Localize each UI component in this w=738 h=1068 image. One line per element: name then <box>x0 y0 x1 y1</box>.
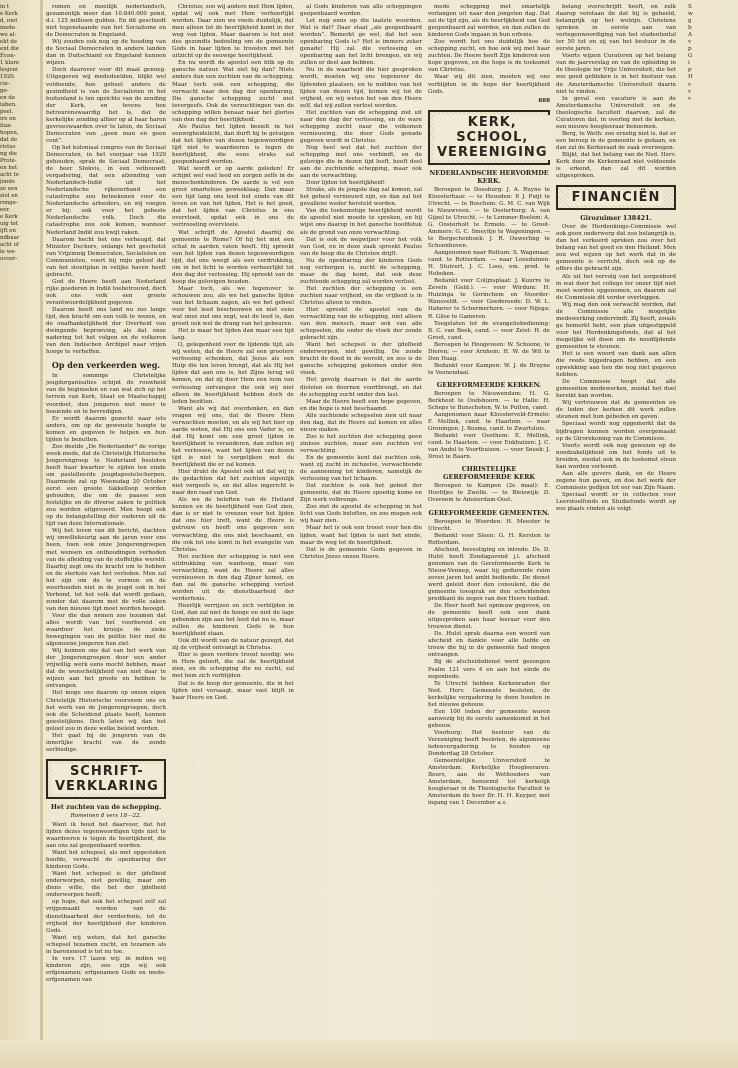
paragraph: Nog heel wat dat het zuchten der schepping met ons verbindt, en de gelovige die in dezen tijd leeft, heeft deel aan de zuchtende schepping, maar ook aan de verwachting. <box>300 144 422 180</box>
left-strip-line: 1 klare <box>0 60 20 66</box>
paragraph: Toegelaten tot de evangeliebediening: B. C. van Beek, cand. — voor Zeist: H. de Groot, cand. <box>428 320 550 341</box>
paragraph: Want als wij dat overdenken, en dan vragen wij ons, dat de Heere Hem verwachten moeten, en als wij het hier op aarde weten, dat Hij ons een Vader is, en dat Hij komt om een groot lijden in heerlijkheid te veranderen, dan zullen wij het verlossen, want het lijden van dezen tijd is niet te vergelijken met de heerlijkheid die er zal komen. <box>172 405 294 469</box>
paragraph: Nu in de waarheid die hier gesproken wordt, moeten wij ons tegenover de lijdenden plaatsen, en te midden van het lijden van dezen tijd, komen wij tot de vrijheid, en wij weten het van den Heere zelf, dat wij zullen verlost worden. <box>300 67 422 109</box>
paragraph: Let nog eens op die laatste woorden. Wat is dat? Daar staat „als geopenbaard worden”. Bemerkt ge wel, dat het een openbaring Gods is? Het is immers zeker genade! Hij zal die verlossing en openbaring aan het licht brengen, en wij zullen er deel aan hebben. <box>300 18 422 67</box>
paragraph: O, gelegenheid voor de lijdende tijd, als wij weten, dat de Heere zal een grootere verlossing schenken, dat Jezus als een Hulp die ten leven brengt, dat als Hij het lijden dat aan ons is, het Zijne terug wil komen, en dat zij door Hem een loon van verlossing ontvangen die ook wij niet alleen de heerlijkheid hebben doch de leden bezitten. <box>172 342 294 405</box>
left-strip-line: le we- <box>0 249 17 255</box>
paragraph: Wat wordt er op aarde geleden! Er schijnt wel veel leed en zorgen zelfs in de menschenkinderen. De aarde is vol een groot smarteloos geweeklaag. Dan maar een tijd lang ons leed het einde van dit leven en van het lijden, Het is het goed, dat het lijden van Christus in ons overvloeit, opdat ook in ons de vertroosting overvloeie. <box>172 166 294 229</box>
paragraph: En nu wordt de apostel een blik op de gansche natuur. Wat ziet hij dan? Niets anders dan een zuchten van de schepping. Maar toch ook een schepping, die verwacht naar den dag der openbaring. Die gansche schepping zucht niet tevergeefs. Ook de verzuchtingen van de schepping willen benaar naar het glorios van den dag der heerlijkheid. <box>172 60 294 123</box>
paragraph: Berg, te Weth: zoo ernstig niet is, dat er een beroep in de gemeente is gedaan, en dan zal de Kerkeraad de zaak overwegen. <box>556 130 676 151</box>
paragraph: Het is een woord van dank aan allen die reeds bijgedragen hebben, en een opwekking aan hen die nog niet gegeven hebben. <box>556 351 676 379</box>
left-strip-line: lesjeni <box>0 67 18 73</box>
left-strip-line: itan- <box>0 123 13 129</box>
paragraph: Bedankt voor Colijnsplaat: J. Kuurre te Zeveln (Geld.). — voor Wirdum: H. Huizinga te Gorinchem en Noorder-Wansveldt. — voor Goedereede: D. W. L. Haberer te Schermerhorn. — voor Nijega: R. Gilse te Gameren. <box>428 278 550 320</box>
paragraph: Maar de Heere heeft een hope gegeven, en die hope is niet beschaamd. <box>300 398 422 412</box>
left-strip-line: dat de <box>0 137 18 143</box>
paragraph: Door lijden tot heerlijkheid! <box>306 180 386 187</box>
left-strip-column <box>0 4 38 1054</box>
paragraph: Voorts wordt ook nog gewezen op de noodzakelijkheid om het fonds uit te breiden, zoodat ook in de toekomst steun kan worden verleend. <box>556 442 676 470</box>
left-strip-line: uig tot <box>0 221 18 227</box>
left-strip-line: en de <box>0 95 16 101</box>
column-2 <box>172 4 294 1054</box>
paragraph: Een 100 leden der gemeente waren aanwezig bij de eerste samenkomst in het gebouw. <box>428 708 550 729</box>
paragraph: Doch daarover voor dit maal genoeg. Uitgegeven wij mededeelden, blijkt wel voldoende, hoe geheel anders de gezindheid is van de Socialisten in het buitenland is ten opzichte van de zending der Kerk, en tevens hoe betreurenswaardig het is, dat de kerkelijke zending alhier op al haar haren gevreeswaarden over te laten, de Sociaal Democraten van „geen man en geen cent”. <box>46 67 166 144</box>
left-strip-line: ekt de <box>0 39 17 45</box>
page-bottom-edge <box>0 1040 738 1068</box>
left-strip-line: iaben. <box>0 102 17 108</box>
paragraph: Aan alle gevers dank, en de Heere zegene hun gaven, en doe het werk der Commissie gedijen tot eer van Zijn Naam. <box>556 470 676 491</box>
paragraph: Het is maar het lijden dan maar een tijd lang. <box>172 328 294 342</box>
subheading-chr-geref-kerk: CHRISTELIJKE GEREFORMEERDE KERK <box>443 465 535 482</box>
left-strip-line: e Kerk <box>0 11 18 17</box>
left-strip-line: en het <box>0 165 18 171</box>
paragraph: Voor die dan nemen zoo tezamen dat alles wordt van het voorbereid en waardoor het kruisje de zieke bewegingen van de politie hier met de algemeene jongeren hun ziel. <box>46 612 166 648</box>
right-strip-line: G <box>688 53 693 60</box>
paragraph: Als Paulus het lijden bezielt in het eenwigheidslicht, dan durft hij te getuigen dat het lijden van dezen tegenwoordigen tijd niet te waardeeren is tegen de heerlijkheid, die eens straks zal geopenbaard worden. <box>172 123 294 166</box>
subheading-giro: Girozuimer 138421. <box>580 214 652 223</box>
paragraph: mede schepping met smartelijk verlangen uit naar den jongsten dag. Dat zal de tijd zijn, als de heerlijkheid van God geopenbaard zal worden, en dan zullen de kinderen Gods ingaan in hun erfenis. <box>428 4 550 39</box>
paragraph: Hier is geen verdere troost noodig: wie in Hem gelooft, die zal de heerlijkheid zien, en de schepping die nu zucht, zal met hem zich verblijden. <box>172 652 294 680</box>
paragraph: op hope, dat ook het schepsel zelf zal vrijgemaakt worden van de dienstbaarheid der verderfenis, tot de vrijheid der heerlijkheid der kinderen Gods. <box>46 899 166 934</box>
paragraph: Het moge ons daarom op onzen eigen Christelijk Historische voorsnem ons en het werk van de Jongerengroepen, doch ook die Scheidend plaats heeft, kunnen geestelijkens. Doch laten wij dan het geloof zoo in deze welke beleid worden. <box>46 690 166 732</box>
paragraph: Gemeentelijke Universiteit te Amsterdam. Kerkelijke Hoogleeraren. Beurs, aan de Wethouders van Amsterdam, benoemd tot kerkelijk hoogleraar in de Theologische Faculteit te Amsterdam de heer Dr. H. H. Kuyper, met ingang van 1 December a.s. <box>428 758 550 807</box>
paragraph: Het zuchten der schepping is een zuchten naar vrijheid, en die vrijheid is in Christus alleen te vinden. <box>300 285 422 306</box>
paragraph: Het gevolg daarvan is dat de aarde distelen en doornen voortbrengt, en dat de schepping zucht onder den last. <box>300 377 422 398</box>
left-strip-line: hopen, <box>0 130 19 136</box>
paragraph: Over de Herdenkings-Commissie wel ook geen onderwerp dat zoo belangrijk is, dan het verkeerd spreken zou over het belang van het goed en den Heiland. Men zou wel wijzen op het werk dat in de gemeente is verricht, doch ook op de offers die gebracht zijn. <box>556 224 676 273</box>
paragraph: In sommige Christelijke jeugdorganisaties schijnt de rouwheid van de beginselen en van wat zich op het terrein van Kerk, Staat en Maatschappij voordoet, den jongeren niet meer te boeiende en te bevredigen. <box>46 373 166 415</box>
paragraph: Voorts wijzen Curatoren op het belang van de jaarverslag en van de opleiding in de theologie ter Vrije Universiteit, die het zoo goed gebleken is in het bestuur van de Amsterdamsche Universiteit daarin niet te vinden. <box>556 53 676 95</box>
paragraph: Het zuchten der schepping is niet een uitdrukking van wanhoop, maar van verwachting, want de Heere zal alles vernieuwen in den dag Zijner komst, en dan zal de gansche schepping verlost worden uit de dienstbaarheid der verderfenis. <box>172 553 294 602</box>
left-strip-line: ziel en <box>0 193 18 199</box>
left-strip-line: we al- <box>0 32 17 38</box>
paragraph: Beroepen te Doesburg: J. A. Ruyne te Kloosterhaar. — te Heusden: P. J. Puijt te Utrecht. — te Boschem: G. M. C. van Wijk te Nieuwveen. — te Oosterburg: A. van Gijzel te Utrecht. — te Lemmer-Boelem: A. G. Oosterholt te Ermelo. — te Groot-Ammers: G. C. Smeyitje te Wageningen. — te Bergschenhoek: J. R. Ouwerling te Schoonhoven. <box>428 186 550 250</box>
left-strip-line: Evan- <box>0 53 16 59</box>
paragraph: Maar toch, als we tegenover te schouwen zou, als we het gansche lijden van het lichaam zagen, als we het geheel voor het leed beschouwen en niet eens wat onze ziel ons zegt, wat de leed is, dan groeit ook wel de drang van het gebeuren. <box>172 285 294 328</box>
paragraph: Zoo deelde „De Nederlander” de vorige week mede, dat de Christelijk Historische Jongerengroep te Nederland besloten heeft haar kwartier te zijden ten einde om pastelleerde jeugdapostelscherpen. Daarmede zal op Woensdag 20 October eerst een groote fakkelloop worden gehouden, die om de paasse een fostelijke en de diverse zaken te politiek zou worden uitgevoerd. Men hoopt ook op de belangstelling der ouderen uit de tijd van deze Internationale. <box>46 443 166 528</box>
paragraph: romen en moeilijk nederlandsch, gezamenlijk meer dan 10.840.000 pond, d.i. 125 millioen gulden. En dit geschiedt niet tegenstaande van het Socialisme en de Democraten in Engeland. <box>46 4 166 39</box>
right-strip-line: v <box>688 95 692 102</box>
paragraph: Als we de beloften van de Heiland kennen en de heerlijkheid van God zien, dan is er niet te vreezen voor het lijden dat ons hier treft, want de Heere is getrouw en heeft ons gegeven een verwachting, die ons niet beschaamt, en die ook tot ons komt in het evangelie van Christus. <box>172 497 294 553</box>
left-strip-line: ent die <box>0 46 19 52</box>
left-strip-line: Prote- <box>0 158 17 164</box>
paragraph: Bedankt voor Sleen: G. H. Kersten te Rotterdam. <box>428 532 550 546</box>
paragraph: Beroepen te Woerden: H. Meester te Utrecht. <box>428 518 550 532</box>
paragraph: Daarom hecht het ons verheugd, dat Minister Deckers, onlangs het geschetst van Vrijzinnig Democraten, Socialisten en Communisten, voert bij mijn geloof dat van het stoeitplan in velijke haven heeft gebracht. <box>46 236 166 278</box>
paragraph: Want het schepsel is der ijdelheid onderworpen, niet gewillig. De zonde bracht de dood in de wereld, en zoo is de gansche schepping gekomen onder den vloek. <box>300 342 422 377</box>
left-strip-line: in t <box>0 4 10 10</box>
paragraph: Er wordt daarom gezocht naar iets anders, om op de gewenste hoogte te komen en gegeven te helpen en hun tijden te benutten. <box>46 415 166 443</box>
paragraph: Hier drukt de Apostel ook uit dat wij in de gedachten dat het zuchten eigenlijk niet vergeefs is, en dat alles ingericht is naar den raad van God. <box>172 469 294 497</box>
left-strip-line: ndbaar <box>0 235 20 241</box>
right-strip-line: v <box>688 81 692 88</box>
paragraph: Dat is ook de wegwijzer voor het volk van God, en in deze zaak spreekt Paulus van de hoop die de Christen drijft. <box>300 236 422 257</box>
right-strip-line: w <box>688 11 693 18</box>
paragraph: Beroepen te Hoogeveen: W. Schoone, te Dieren; — voor Arnhem: H. W. de Wit te Den Haag. <box>428 341 550 362</box>
right-strip-line: v <box>688 88 692 95</box>
left-strip-line: ire en <box>0 116 16 122</box>
left-strip-line: peel. <box>0 109 14 115</box>
paragraph: Zoo is het zuchten der schepping geen zinloos zuchten, maar een zuchten vol verwachting. <box>300 433 422 454</box>
left-strip-line: ronge- <box>0 200 18 206</box>
subheading-hervormde-kerk: NEDERLANDSCHE HERVORMDE KERK. <box>429 168 549 185</box>
paragraph: Bij de afscheidsdienst werd gezongen Psalm 121 vers 4 en aan het einde de zegenbede. <box>428 659 550 680</box>
left-strip-line: eer. <box>0 207 11 213</box>
paragraph: Want ik houd het daarvoor, dat het lijden dezes tegenwoordigen tijds niet te waardeeren is tegen de heerlijkheid, die aan ons zal geopenbaard worden. <box>46 821 166 850</box>
paragraph: Het zuchten van de schepping ziet uit naar den dag der verlossing, en de ware schepping zucht naar die volkomen vernieuwing, die door Gods genade gegeven wordt in Christus. <box>300 109 422 144</box>
heading-verkeerden-weg: Op den verkeerden weg. <box>51 360 161 371</box>
article-number: 888 <box>538 97 550 104</box>
column-5 <box>556 4 676 1054</box>
paragraph: Daarom heeft ons land nu zoo lange tijd, den kracht om een volk te wezen, en de onafhankelijkheid der Overheid van dwingende beproeving, als dat onze nadering tot het volgen en de volkeren van den Indischen Archipel naar vrijen hooge te verheffen. <box>46 307 166 356</box>
paragraph: Het gaat bij de jongeren van de innerlijke kracht van de zonde eerbiedige. <box>46 732 166 753</box>
paragraph: Waar wij dit zien, moeten wij ons verblijden in de hope der heerlijkheid Gods. <box>428 74 550 95</box>
right-strip-line: v <box>688 39 692 46</box>
right-strip-line: p <box>688 67 692 74</box>
paragraph: Ds. Hulst sprak daarna een woord van afscheid en dankte voor alle liefde en trouw die hij in de gemeente had mogen ontvangen. <box>428 631 550 659</box>
paragraph: Ook dit wordt van de natuur gezegd, dat zij de vrijheid ontvangt in Christus. <box>172 638 294 652</box>
left-strip-line: acht te <box>0 172 19 178</box>
left-strip-line: acht of <box>0 242 19 248</box>
paragraph: Voorburg: Het bestuur van de Vereeniging heeft besloten, de algemeene ledenvergadering te houden op Donderdag 28 October. <box>428 729 550 758</box>
paragraph: Dat is de hoop der gemeente, die in het lijden niet versaagt, maar vast blijft in haar Heere en God. <box>172 680 294 701</box>
paragraph: Wij zouden ook nog op de houding van de Sociaal Democraten in andere landen dan in Duitschland en Engeland kunnen wijzen. <box>46 39 166 67</box>
left-strip-line: d, niet <box>0 18 18 24</box>
paragraph: Straks, als de jongste dag zal komen, zal het geheel vernieuwd zijn, en dan zal het gevallene weder hersteld worden. <box>300 187 422 208</box>
left-strip-line: ze een <box>0 186 18 192</box>
right-strip-line: H <box>688 74 693 81</box>
paragraph: Wij vertrouwen dat de gemeenten en de leden der kerken dit werk zullen steunen met hun gebeden en gaven. <box>556 400 676 421</box>
paragraph: De Heer heeft het opnieuw gegeven, en de gemeente heeft ook een dank uitgesproken aan haar leeraar voor den trouwen dienst. <box>428 603 550 631</box>
verse-reference: Romeinen 8 vers 18—22. <box>70 812 142 819</box>
paragraph: Want wij weten, dat het gansche schepsel tezamen zucht, en tezamen als in barensnood is tot nu toe. <box>46 934 166 955</box>
banner-financien: FINANCIËN <box>556 185 676 210</box>
left-strip-line: uvoor- <box>0 256 18 262</box>
paragraph: Wij kunnen ons dat van het werk van der Jongerengroepen door een ander vrijwillig werk eens mocht hebben, maar dat de wenschelijkheid van niet daar te wijzen aan het groote en hebben te ontvangen. <box>46 648 166 690</box>
paragraph: God de Heere heeft aan Nederland rijke goederen in Indië toebetrouwd, doch ook ons volk een groote verantwoordelijkheid gegeven. <box>46 278 166 306</box>
paragraph: Alle zuchtende schepselen zien uit naar den dag, dat de Heere zal komen en alles nieuw maken. <box>300 412 422 433</box>
left-strip-line: ng die <box>0 151 18 157</box>
paragraph: Dat is de gemeente Gods gegeven in Christus Jezus onzen Heere. <box>300 546 422 560</box>
paragraph: Speciaal wordt er in collecten voor Leerstoelfonds en Studiefonds wordt op zoo plaats vinden als volgt. <box>556 491 676 513</box>
paragraph: Als uit het vervolg van het zorgenbord in wat door het college ter onzer tijd niet moet worden opgenomen, en daarom zal de Commissie dit verder overleggen. <box>556 273 676 301</box>
paragraph: Hier spreekt de apostel van de verwachting van de schepping, niet alleen van den mensch, maar ook van alle schepselen, die onder de vloek der zonde gebracht zijn. <box>300 307 422 342</box>
left-strip-line: jonde <box>0 179 16 185</box>
paragraph: De Commissie hoopt dat alle gemeenten medewerken, zoodat het doel bereikt kan worden. <box>556 379 676 400</box>
subheading-zuchten: Het zuchten van de schepping. <box>50 802 162 811</box>
paragraph: Zoo ziet de apostel de schepping in het licht van Gods beloften, en zoo mogen ook wij haar zien. <box>300 504 422 525</box>
paragraph: Aangenomen naar Kloosterveld-Ermelo: F. Mellink, cand. te Haarlem. — naar Groningen: J. Bosma, cand. te Zwartsluis. <box>428 412 550 433</box>
paragraph: Nu de openbaring der kinderen Gods nog verborgen is, zucht de schepping, maar de dag komt, dat ook deze zuchtende schepping zal worden verlost. <box>300 257 422 285</box>
paragraph: Blijkt, dat het belang van de Ned. Herv. Kerk door de Kerkenraad niet voldoende is erkend, dan zal dit worden uitgesproken. <box>556 151 676 180</box>
paragraph: In geval een vacature is aan de Amsterdamsche Universiteit en de theologische faculteit daarvan, zal de Curatoren dat, in overleg met de kerken, een nieuwe hoogleeraar benoemen. <box>556 95 676 130</box>
paragraph: Afscheid, bevestiging en intrede. Ds. D. Hulst heeft Zondagavond j.l. afscheid genomen van de Gereformeerde Kerk te Nieuw-Vennep, waar hij gedurende ruim zeven jaren het ambt bediende. De dienst werd geleid door den consulent, die de gemeente toesprak en den scheidenden predikant de zegen van den Heere toebad. <box>428 546 550 603</box>
right-strip-column <box>682 4 738 204</box>
paragraph: Christus; zoo wij anders met Hem lijden, opdat wij ook met Hem verheerlijkt worden. Daar zien we reeds duidelijk, dat men alleen tot de heerlijkheid komt in der weg van lijden. Maar daarom is het niet des gezondts bedoeling om de gemeente Gods in haar lijden te troosten met het uitzicht op de eeuwige heerlijkheid. <box>172 4 294 60</box>
column-1 <box>46 4 166 1054</box>
paragraph: Speciaal wordt nog opgemerkt dat de bijdragen kunnen worden overgemaakt op de Girorekening van de Commissie. <box>556 421 676 442</box>
paragraph: Beroepen te Kampen (2e maal): E. Hoofdjes te Zwolle. — te Bleiswijk: D. Overeem te Amsterdam-Oost. <box>428 483 550 504</box>
paragraph: Bedankt voor Kampen: W. J. de Bruyne te Veenendaal. <box>428 362 550 376</box>
subheading-gereformeerde-kerken: GEREFORMEERDE KERKEN. <box>436 380 542 389</box>
paragraph: Want het schepsel is der ijdelheid onderworpen, niet gewillig, maar om diens wille, die het der ijdelheid onderworpen heeft; <box>46 871 166 899</box>
right-strip-line: g <box>688 18 692 25</box>
right-strip-line: p <box>688 46 692 53</box>
banner-kerk-school: KERK, SCHOOL, VEREENIGING <box>428 110 550 165</box>
left-strip-line: e Kerk <box>0 214 18 220</box>
paragraph: Aangenomen naar Rottum: S. Wagenaar, cand. te Rotterdam. — naar Loosduinen: H. Stuivert, J. C. Loos, em. pred. te Hoboken. <box>428 250 550 278</box>
paragraph: Op het koloniaal congres van de Sociaal Democraten, in het voorjaar van 1929 gehouden, sprak de Sociaal Democraat, de heer Stokvis, in een vethouwdt vergadering, dat een afzending van Nederlandsch-Indië uit het Nederlandsche rijksverband een catastrophe zou beteekenen voor de Nederlandsche arbeiders, en wij voegen er bij: ook voor het geheele Nederlandsche volk. Doch die catastrophe zou ook komen, wanneer Nederland Indië zou kwijt raken. <box>46 144 166 236</box>
right-strip-line: S <box>688 4 692 10</box>
paragraph: Bedankt voor Oosthem: E. Mellink, cand. te Haarlem. — voor Enkhuizen: J. C. van Andel te Voorthuizen. — voor Sneek: J. Drost te Baarn. <box>428 433 550 461</box>
column-4 <box>428 4 550 1054</box>
paragraph: Wat schrijft de Apostel daarbij de gemeente te Rome? Of hij het met een schat in aarden vaten heeft. Hij spreekt van het lijden van dezen tegenwoordigen tijd, dat ons weegt als een verdrukking, om in het licht te worden verheerlijkt tot den dag der verlossing. Hij spreekt van de hoop die gelovigen houden. <box>172 229 294 285</box>
left-strip-line: mede- <box>0 25 17 31</box>
paragraph: al Gods kinderen van alle scheppingen geopenbaard worden. <box>300 4 422 18</box>
paragraph: belang overschrijdt heeft, en zulk daarop verstaan de dat hij is geheeld, belangrijk op het welzijn. Christene spreken in eerste aan van vertegenwoordiging van het studentental ter 50 tot en zij van het bestuur in de eerste jaren. <box>556 4 676 53</box>
paragraph: In vers 17 lazen wij: in indien wij kinderen zijn, zoo zijn wij ook erfgenamen; erfgenamen Gods en mede-erfgenamen van <box>46 955 166 983</box>
paragraph: Beroepen te Nieuwendam: H. G. Berkhout te Oudshoorn. — te Halle: H. Scheps te Bunschoten, W. te Putten, cand. <box>428 390 550 412</box>
right-strip-line: i <box>688 60 690 67</box>
paragraph: Maar het is ook een troost voor hen die lijden, want het lijden is niet het einde, maar de weg tot de heerlijkheid. <box>300 525 422 546</box>
paragraph: Want het schepsel, als met opgestoken hoofde, verwacht de openbaring der kinderen Gods. <box>46 850 166 871</box>
left-strip-line: ge- <box>0 88 9 94</box>
left-strip-line: cie- <box>0 81 10 87</box>
left-strip-line: 1920. <box>0 74 16 80</box>
paragraph: Dat zuchten is ook het gebed der gemeente, dat de Heere spoedig kome en Zijn werk volbrenge. <box>300 483 422 504</box>
subheading-geref-gemeenten: GEREFORMEERDE GEMEENTEN. <box>428 508 550 517</box>
paragraph: Wij mag den ook verwacht worden, dat de Commissie alle mogelijke medewerking ondervindt. Zij heeft, zooals ge bemerkt hebt, een plan uitgestippeld voor het Herdenkingsfonds, dat al het mogelijke wil doen om de noodlijdende gemeenten te steunen. <box>556 301 676 350</box>
paragraph: Te Utrecht hebben Kerkenraden der Ned. Herv. Gemeente besloten, de kerkelijke vergadering te doen houden in het nieuwe gebouw. <box>428 680 550 708</box>
page-gutter <box>40 0 43 1068</box>
right-strip-line: b <box>688 25 692 32</box>
paragraph: Wij het loven van dit bericht, dachten wij onwillekeurig aan de jaren voor ons heen, toen ook onze Jongerengroepen met wensen en onthoudingen verboden van de afleiding van de stoffelijke wereld. Daarbij zegt ons de kracht om te hebben en de sterkste van het verleden. Men zal het zijn om de te vormen en de weerhouden niet in de jeugd ook in het Verbond, tot het volk dat wordt gedaan, zonder dat daarom met de volle zaken van den nieuwe tijd moet worden beoogd. <box>46 528 166 612</box>
right-strip-line: A <box>688 32 693 39</box>
column-3 <box>300 4 422 1054</box>
left-strip-line: ristus <box>0 144 16 150</box>
paragraph: Van die toekomstige heerlijkheid wordt de apostel niet moede te spreken, en hij wijst ons daarop in het gansche hoofdstuk als de grond van onze verwachting. <box>300 208 422 236</box>
paragraph: Zoo wordt het ons duidelijk hoe de schepping zucht, en hoe ook wij met haar zuchten. De Heere heeft Zijn kinderen een hope gegeven, en die hope is de toekomst van Christus. <box>428 39 550 74</box>
paragraph: En de gemeente kent dat zuchten ook, want zij zucht in zichzelve, verwachtende de aanneming tot kinderen, namelijk de verlossing van het lichaam. <box>300 455 422 483</box>
banner-schriftverklaring: SCHRIFT-VERKLARING <box>46 759 166 799</box>
left-strip-line: ijft en <box>0 228 16 234</box>
paragraph: Heerlijk verrijzen en zich verblijden in God, dan zal niet de hooge en niet de lage gebonden zijn aan het leed dat nu is, maar zullen de kinderen Gods in hun heerlijkheid staan. <box>172 602 294 638</box>
